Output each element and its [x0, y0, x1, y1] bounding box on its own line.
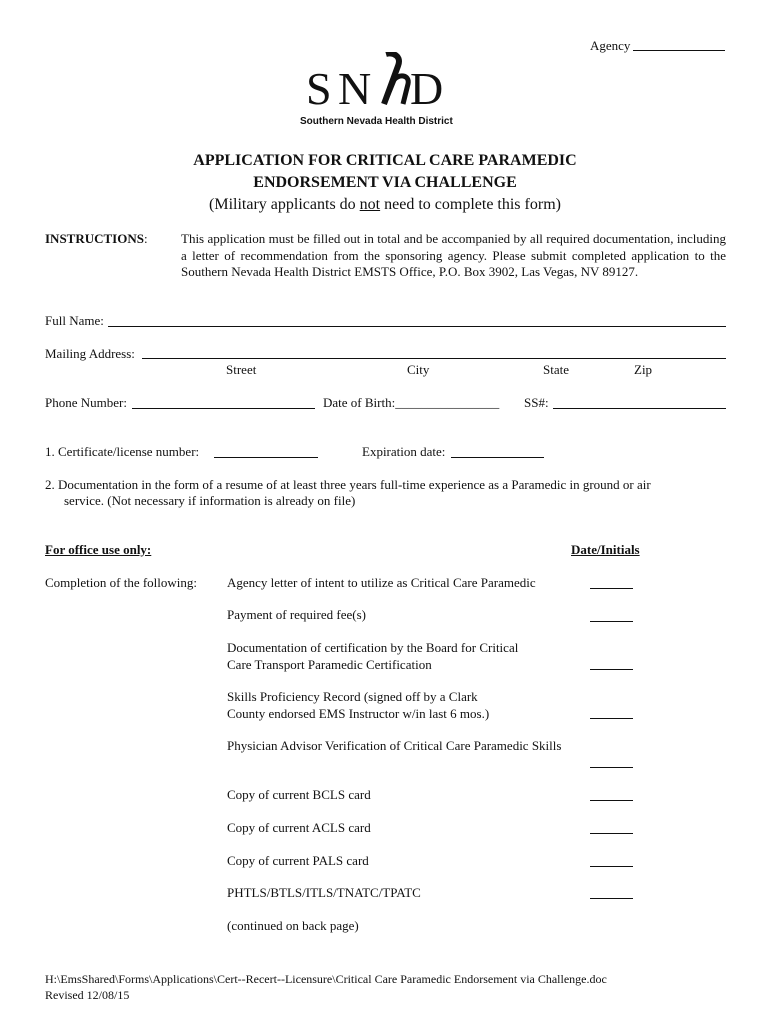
task-acls-card-date-field[interactable]: [590, 833, 633, 834]
continued-note: (continued on back page): [227, 918, 359, 933]
certificate-field[interactable]: [214, 457, 318, 458]
task-trauma-cert: PHTLS/BTLS/ITLS/TNATC/TPATC: [227, 885, 421, 900]
task-pals-card-date-field[interactable]: [590, 866, 633, 867]
logo-subtitle: Southern Nevada Health District: [300, 116, 453, 127]
task-physician-verification-date-field[interactable]: [590, 767, 633, 768]
task-trauma-cert-date-field[interactable]: [590, 898, 633, 899]
item2-line2: service. (Not necessary if information is already on file): [64, 493, 356, 508]
mailing-address-field[interactable]: [142, 358, 726, 359]
svg-text:N: N: [338, 63, 372, 114]
task-skills-record-date-field[interactable]: [590, 718, 633, 719]
ss-label: SS#:: [524, 395, 549, 410]
zip-caption: Zip: [634, 362, 653, 377]
form-title-line1: APPLICATION FOR CRITICAL CARE PARAMEDIC: [193, 152, 577, 169]
state-caption: State: [543, 362, 569, 377]
task-certification-docs-date-field[interactable]: [590, 669, 633, 670]
expiration-label: Expiration date:: [362, 444, 446, 459]
task-bcls-card-date-field[interactable]: [590, 800, 633, 801]
mailing-address-label: Mailing Address:: [45, 346, 135, 361]
full-name-field[interactable]: [108, 326, 726, 327]
svg-text:D: D: [410, 63, 444, 114]
instructions-text: This application must be filled out in total and be accompanied by all required documentation, including a letter of recommendation from the sponsoring agency. Please submit completed application to the Southern Nevada Health District EMSTS Office, P.O. Box 3902, Las Vegas, NV 89127.: [181, 231, 726, 279]
city-caption: City: [407, 362, 430, 377]
task-skills-record: Skills Proficiency Record (signed off by a Clark County endorsed EMS Instructor w/in last 6 mos.): [227, 689, 490, 721]
office-use-header: For office use only:: [45, 542, 152, 557]
dob-label: Date of Birth:________________: [323, 395, 500, 410]
task-pals-card: Copy of current PALS card: [227, 853, 369, 868]
task-payment-date-field[interactable]: [590, 621, 633, 622]
task-physician-verification: Physician Advisor Verification of Critical Care Paramedic Skills: [227, 738, 562, 753]
footer-file-path: H:\EmsShared\Forms\Applications\Cert--Recert--Licensure\Critical Care Paramedic Endorsement via Challenge.doc: [45, 972, 607, 986]
certificate-label: 1. Certificate/license number:: [45, 444, 200, 459]
task-agency-letter: Agency letter of intent to utilize as Critical Care Paramedic: [227, 575, 536, 590]
completion-label: Completion of the following:: [45, 575, 198, 590]
task-acls-card: Copy of current ACLS card: [227, 820, 371, 835]
expiration-field[interactable]: [451, 457, 544, 458]
snhd-logo: [298, 52, 478, 132]
ss-field[interactable]: [553, 408, 726, 409]
task-bcls-card: Copy of current BCLS card: [227, 787, 371, 802]
dob-field[interactable]: ________________: [395, 395, 500, 410]
military-note: (Military applicants do not need to complete this form): [209, 196, 561, 213]
street-caption: Street: [226, 362, 257, 377]
form-title-line2: ENDORSEMENT VIA CHALLENGE: [253, 174, 517, 191]
note-emphasis: not: [359, 196, 381, 213]
full-name-label: Full Name:: [45, 313, 104, 328]
phone-label: Phone Number:: [45, 395, 127, 410]
instructions-label: INSTRUCTIONS:: [45, 231, 148, 246]
svg-text:S: S: [306, 63, 332, 114]
footer-revised: Revised 12/08/15: [45, 988, 130, 1002]
phone-field[interactable]: [132, 408, 315, 409]
date-initials-header: Date/Initials: [571, 542, 640, 557]
task-certification-docs: Documentation of certification by the Board for Critical Care Transport Paramedic Certification: [227, 640, 519, 672]
item2-line1: 2. Documentation in the form of a resume of at least three years full-time experience as a Paramedic in ground or air: [45, 477, 651, 492]
task-payment: Payment of required fee(s): [227, 607, 366, 622]
agency-label: Agency: [590, 38, 631, 53]
agency-field[interactable]: [633, 50, 725, 51]
task-agency-letter-date-field[interactable]: [590, 588, 633, 589]
